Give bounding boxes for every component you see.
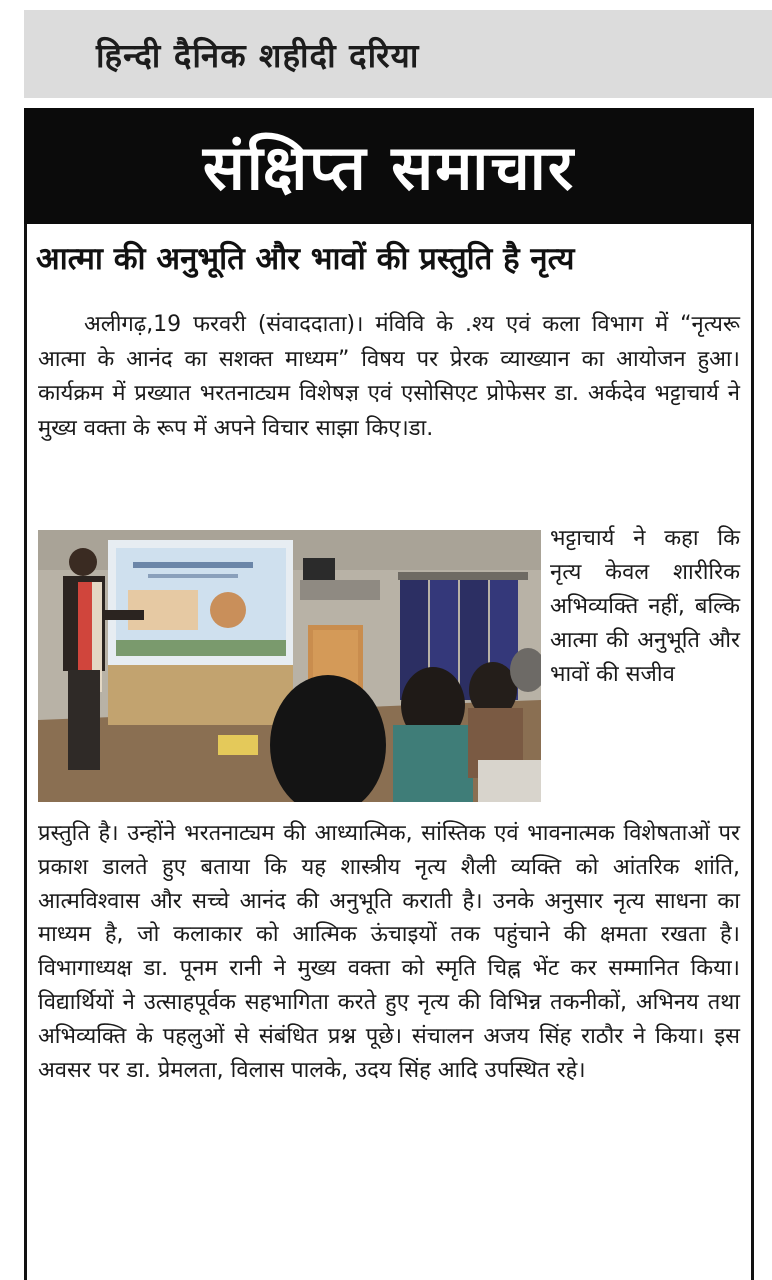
article-side-paragraph: भट्टाचार्य ने कहा कि नृत्य केवल शारीरिक अभिव्यक्ति नहीं, बल्कि आत्मा की अनुभूति और भावों की सजीव xyxy=(550,526,740,687)
article-main-paragraph: प्रस्तुति है। उन्होंने भरतनाट्यम की आध्यात्मिक, सांस्तिक एवं भावनात्मक विशेषताओं पर प्रकाश डालते हुए बताया कि यह शास्त्रीय नृत्य शैली व्यक्ति को आंतरिक शांति, आत्मविश्वास और सच्चे आनंद की अनुभूति कराती है। उनके अनुसार नृत्य साधना का माध्यम है, जो कलाकार को आत्मिक ऊंचाइयों तक पहुंचाने की क्षमता रखता है। विभागाध्यक्ष डा. पूनम रानी ने मुख्य वक्ता को स्मृति चिह्न भेंट कर सम्मानित किया। विद्यार्थियों ने उत्साहपूर्वक सहभागिता करते हुए नृत्य की विभिन्न तकनीकों, अभिनय तथा अभिव्यक्ति के पहलुओं से संबंधित प्रश्न पूछे। संचालन अजय सिंह राठौर ने किया। इस अवसर पर डा. प्रेमलता, विलास पालके, उदय सिंह आदि उपस्थित रहे। xyxy=(38,821,740,1083)
section-banner xyxy=(24,108,754,224)
article-intro-paragraph: अलीगढ़,19 फरवरी (संवाददाता)। मंविवि के .श्य एवं कला विभाग में “नृत्यरू आत्मा के आनंद का सशक्त माध्यम” विषय पर प्रेरक व्याख्यान का आयोजन हुआ। कार्यक्रम में प्रख्यात भरतनाट्यम विशेषज्ञ एवं एसोसिएट प्रोफेसर डा. अर्कदेव भट्टाचार्य ने मुख्य वक्ता के रूप में अपने विचार साझा किए।डा. xyxy=(38,312,740,441)
lecture-photo xyxy=(38,530,541,802)
section-title: संक्षिप्त समाचार xyxy=(202,131,576,204)
masthead xyxy=(24,10,772,98)
article-headline: आत्मा की अनुभूति और भावों की प्रस्तुति है नृत्य xyxy=(36,241,575,277)
newspaper-title: हिन्दी दैनिक शहीदी दरिया xyxy=(96,35,420,75)
